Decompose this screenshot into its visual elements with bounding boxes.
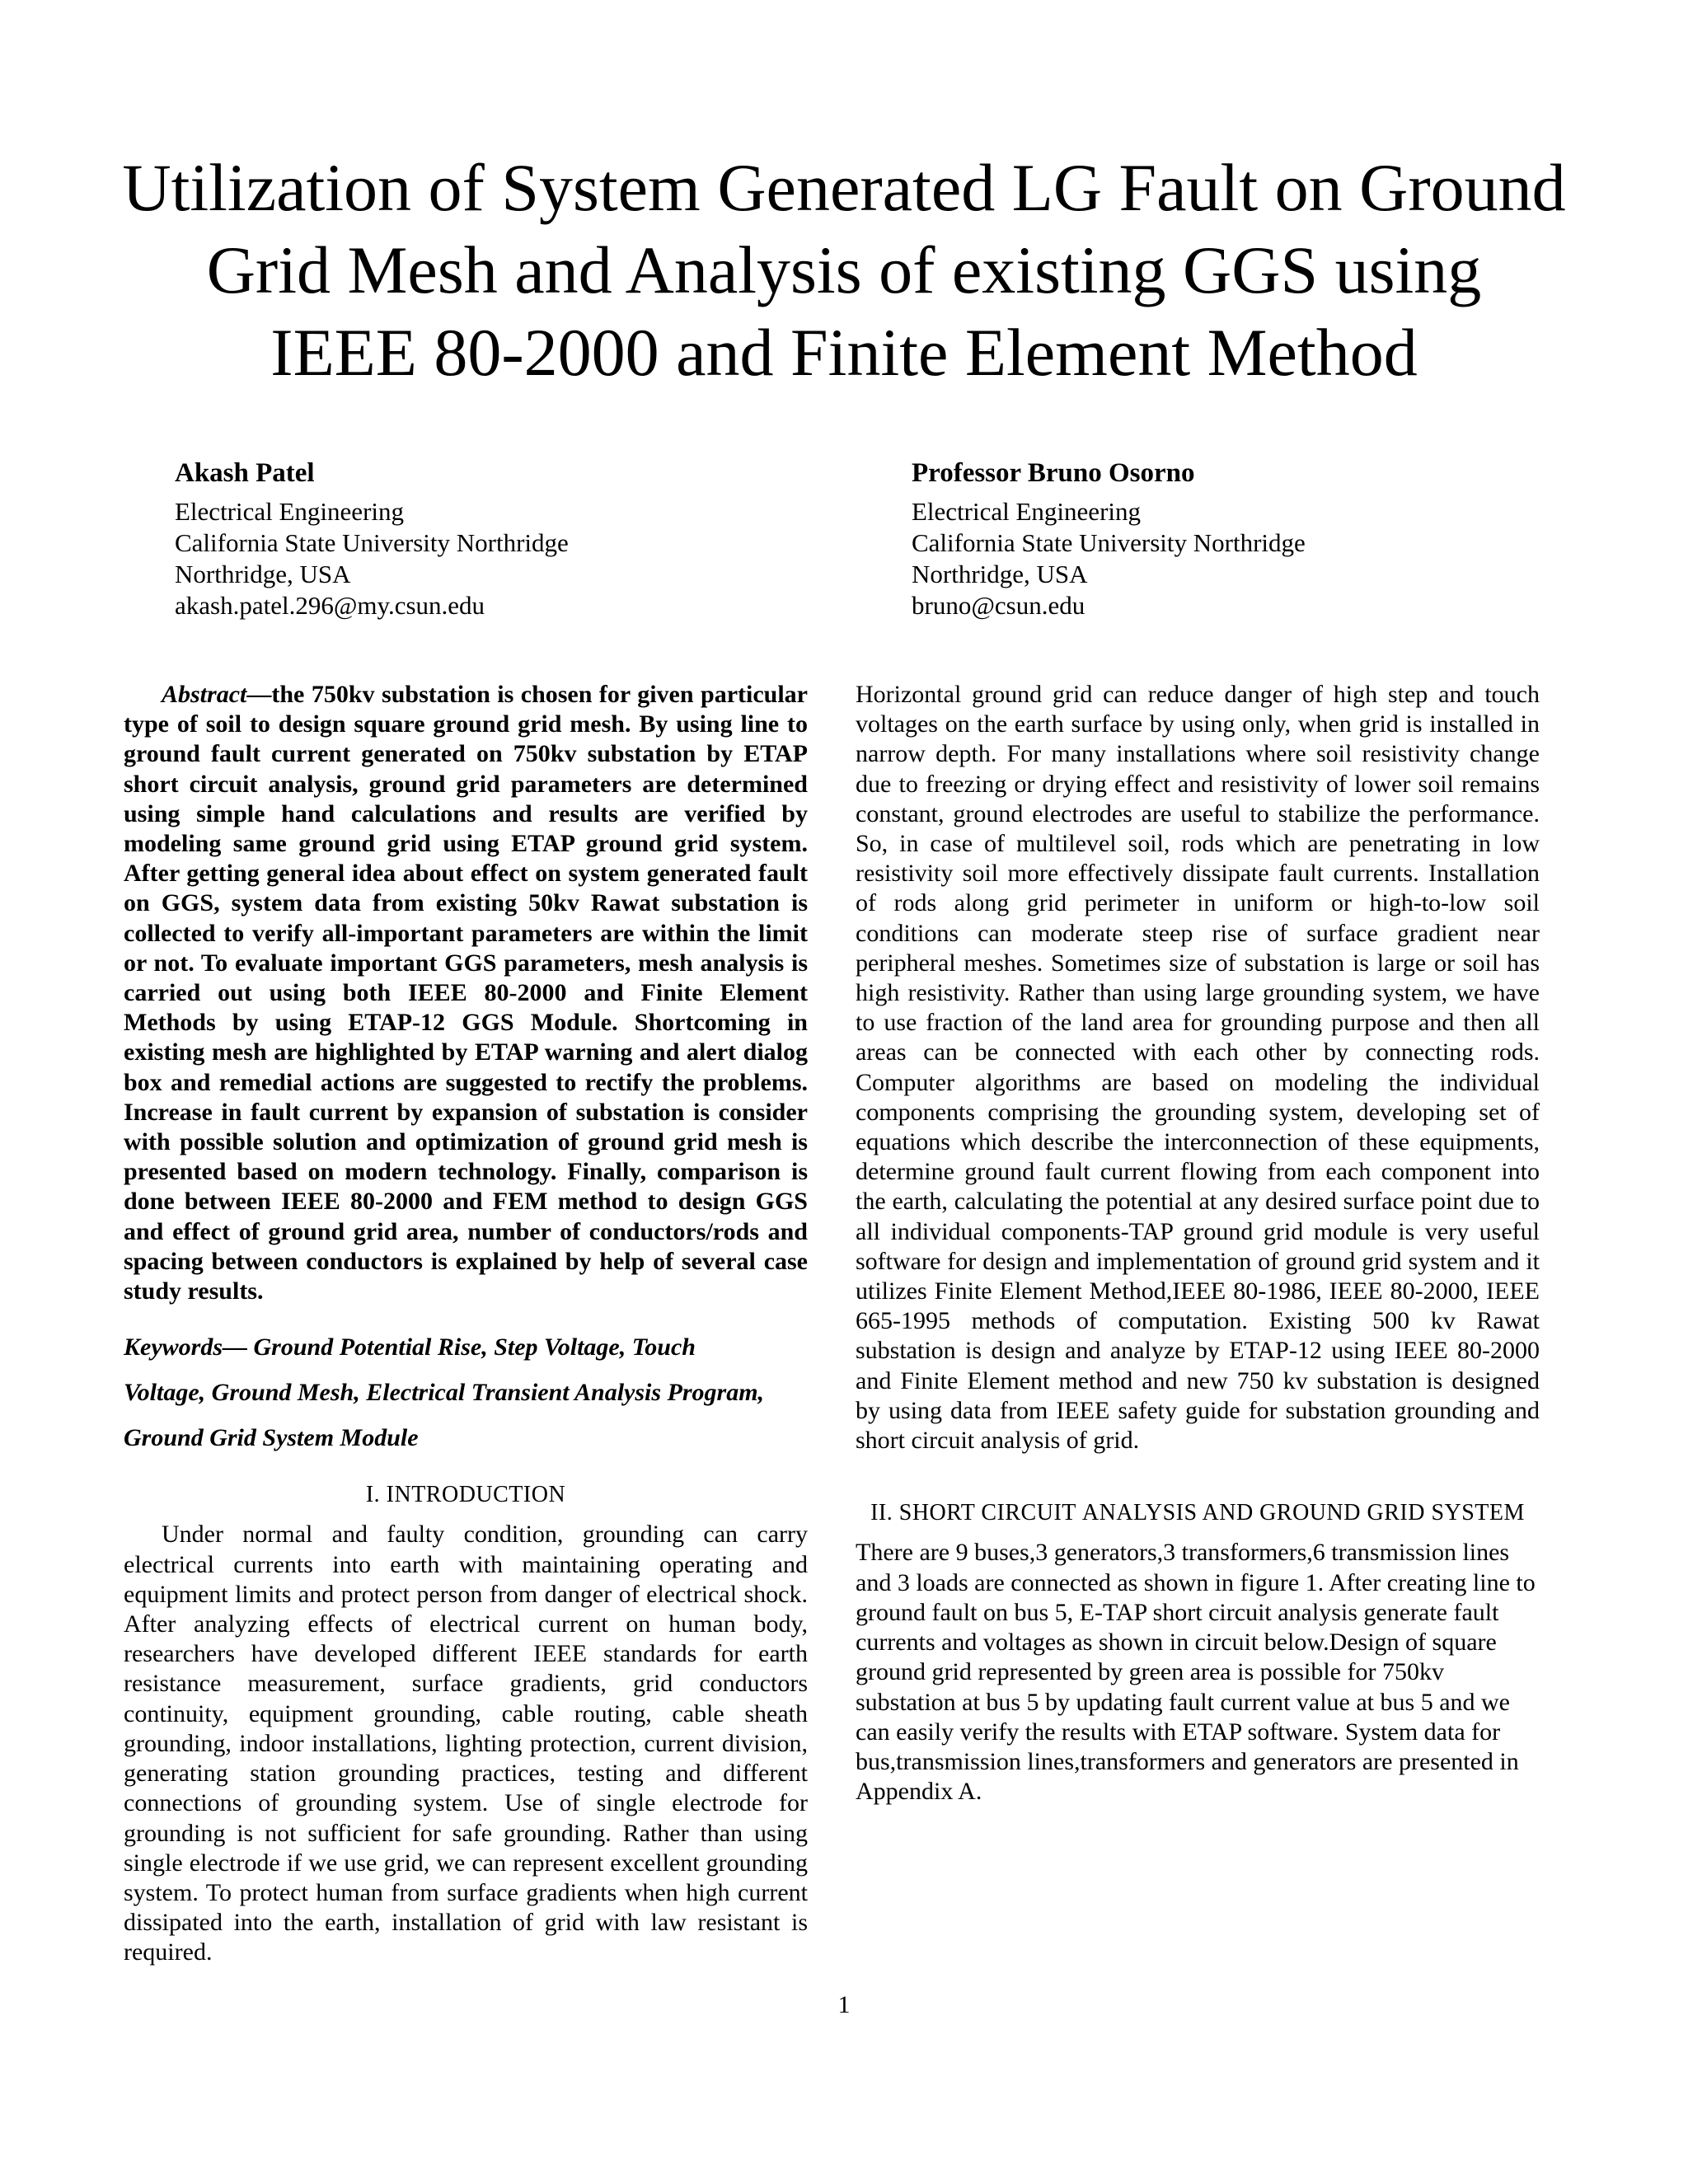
author-department: Electrical Engineering: [912, 497, 1142, 526]
title-line-1: Utilization of System Generated LG Fault on Ground: [122, 150, 1566, 225]
keywords-line-1: Keywords— Ground Potential Rise, Step Voltage, Touch: [124, 1333, 696, 1361]
right-column: [856, 680, 1540, 1807]
author-location: Northridge, USA: [175, 560, 351, 588]
section-2-paragraph: There are 9 buses,3 generators,3 transformers,6 transmission lines and 3 loads are connected as shown in figure 1. After creating line to ground fault on bus 5, E-TAP short circuit analysis generate fault currents and voltages as shown in circuit below.Design of square ground grid represented by green area is possible for 750kv substation at bus 5 by updating fault current value at bus 5 and we can easily verify the results with ETAP software. System data for bus,transmission lines,transformers and generators are presented in Appendix A.: [856, 1539, 1536, 1806]
section-heading-short-circuit: II. SHORT CIRCUIT ANALYSIS AND GROUND GRID SYSTEM: [870, 1500, 1525, 1526]
author-email: bruno@csun.edu: [912, 591, 1085, 620]
abstract: [124, 680, 808, 1306]
author-name: Akash Patel: [175, 458, 315, 488]
title-line-2: Grid Mesh and Analysis of existing GGS using: [206, 232, 1482, 307]
author-block-2: [912, 453, 1538, 621]
introduction-paragraph: Under normal and faulty condition, grounding can carry electrical currents into earth with maintaining operating and equipment limits and protect person from danger of electrical shock. After analyzing effects of electrical current on human body, researchers have developed different IEEE standards for earth resistance measurement, surface gradients, grid conductors continuity, equipment grounding, cable routing, cable sheath grounding, indoor installations, lighting protection, current division, generating station grounding practices, testing and different connections of grounding system. Use of single electrode for grounding is not sufficient for safe grounding. Rather than using single electrode if we use grid, we can represent excellent grounding system. To protect human from surface gradients when high current dissipated into the earth, installation of grid with law resistant is required.: [124, 1521, 808, 1966]
keywords-line-2: Voltage, Ground Mesh, Electrical Transient Analysis Program,: [124, 1379, 765, 1407]
title-line-3: IEEE 80-2000 and Finite Element Method: [270, 315, 1418, 390]
paper-title: [99, 147, 1589, 394]
author-department: Electrical Engineering: [175, 497, 405, 526]
abstract-text: the 750kv substation is chosen for given particular type of soil to design square ground grid mesh. By using line to ground fault current generated on 750kv substation by ETAP short circuit analysis, ground grid parameters are determined using simple hand calculations and results are verified by modeling same ground grid using ETAP ground grid system. After getting general idea about effect on system generated fault on GGS, system data from existing 50kv Rawat substation is collected to verify all-important parameters are within the limit or not. To evaluate important GGS parameters, mesh analysis is carried out using both IEEE 80-2000 and Finite Element Methods by using ETAP-12 GGS Module. Shortcoming in existing mesh are highlighted by ETAP warning and alert dialog box and remedial actions are suggested to rectify the problems. Increase in fault current by expansion of substation is consider with possible solution and optimization of ground grid mesh is presented based on modern technology. Finally, comparison is done between IEEE 80-2000 and FEM method to design GGS and effect of ground grid area, number of conductors/rods and spacing between conductors is explained by help of several case study results.: [124, 681, 808, 1305]
abstract-dash: —: [246, 681, 272, 708]
author-email: akash.patel.296@my.csun.edu: [175, 591, 485, 620]
section-heading-introduction: I. INTRODUCTION: [365, 1482, 566, 1508]
author-university: California State University Northridge: [912, 528, 1306, 557]
author-block-1: [175, 453, 801, 621]
body-paragraph: Horizontal ground grid can reduce danger of high step and touch voltages on the earth surface by using only, when grid is installed in narrow depth. For many installations where soil resistivity change due to freezing or drying effect and resistivity of lower soil remains constant, ground electrodes are useful to stabilize the performance. So, in case of multilevel soil, rods which are penetrating in low resistivity soil more effectively dissipate fault currents. Installation of rods along grid perimeter in uniform or high-to-low soil conditions can moderate steep rise of surface gradient near peripheral meshes. Sometimes size of substation is large or soil has high resistivity. Rather than using large grounding system, we have to use fraction of the land area for grounding purpose and then all areas can be connected with each other by connecting rods. Computer algorithms are based on modeling the individual components comprising the grounding system, developing set of equations which describe the interconnection of these equipments, determine ground fault current flowing from each component into the earth, calculating the potential at any desired surface point due to all individual components-TAP ground grid module is very useful software for design and implementation of ground grid system and it utilizes Finite Element Method,IEEE 80-1986, IEEE 80-2000, IEEE 665-1995 methods of computation. Existing 500 kv Rawat substation is design and analyze by ETAP-12 using IEEE 80-2000 and Finite Element method and new 750 kv substation is designed by using data from IEEE safety guide for substation grounding and short circuit analysis of grid.: [856, 681, 1540, 1455]
keywords: [124, 1324, 808, 1460]
author-university: California State University Northridge: [175, 528, 569, 557]
left-column: [124, 680, 808, 1968]
page-number: 1: [837, 1991, 851, 2018]
keywords-line-3: Ground Grid System Module: [124, 1424, 419, 1452]
author-name: Professor Bruno Osorno: [912, 458, 1195, 488]
author-location: Northridge, USA: [912, 560, 1088, 588]
abstract-label: Abstract: [162, 681, 247, 708]
